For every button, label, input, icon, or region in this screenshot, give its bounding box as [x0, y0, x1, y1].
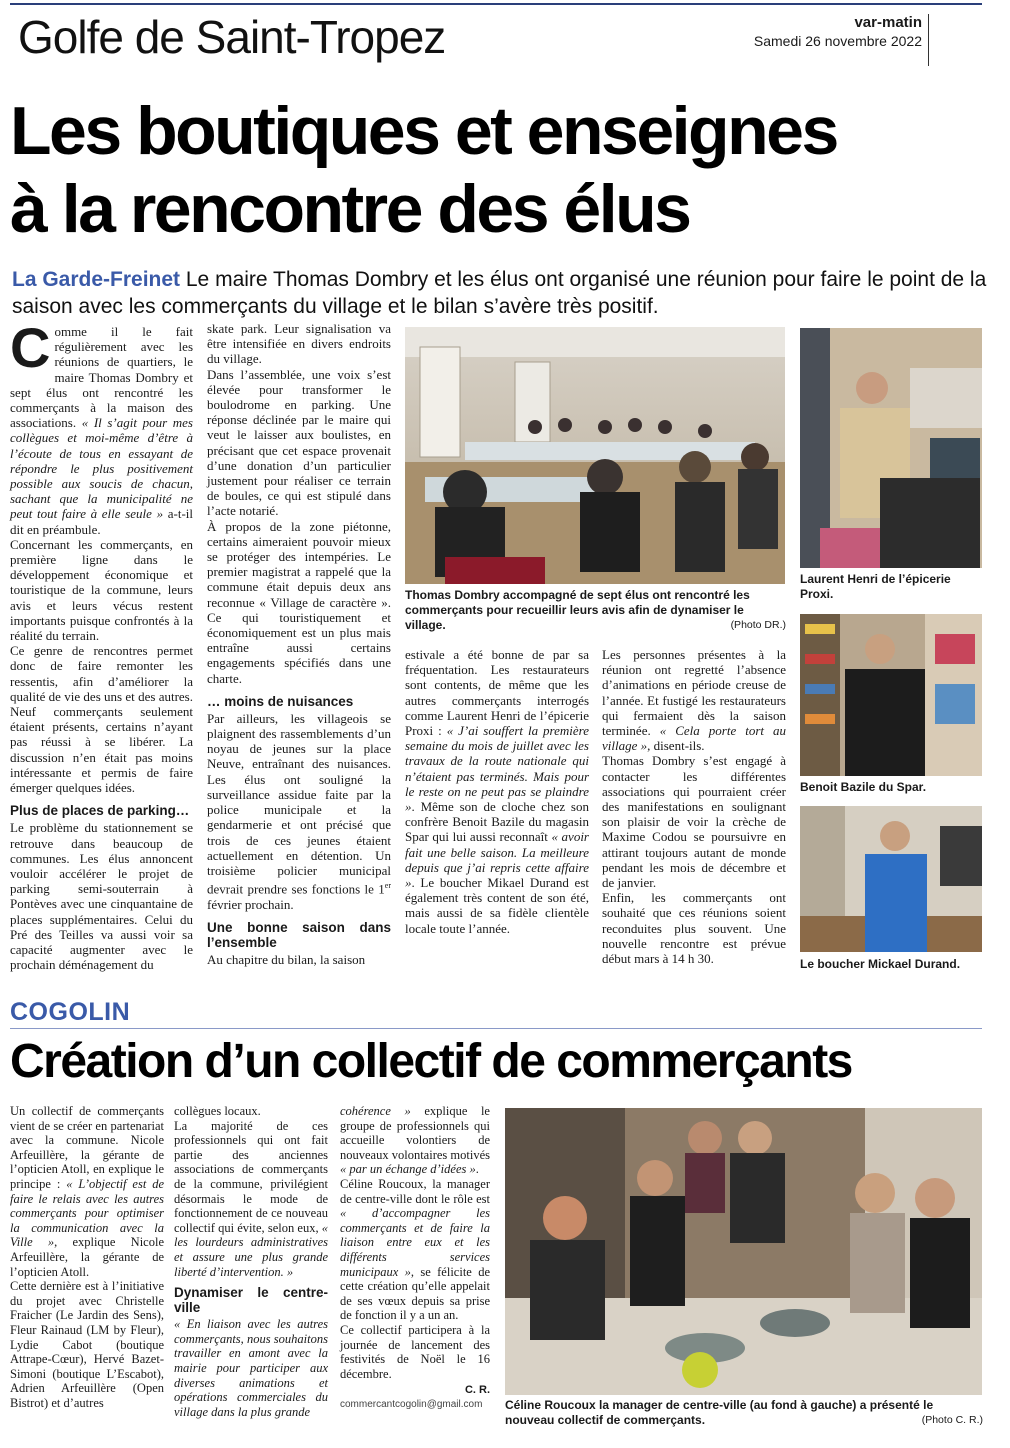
paragraph: Concernant les commerçants, en première ligne dans le développement économique et touristique de la commune, leurs avis et leurs vécus restent importants puisque confrontés à la réalité du terrain.: [10, 536, 193, 644]
lede-text: Le maire Thomas Dombry et les élus ont organisé une réunion pour faire le point de la saison avec les commerçants du village et le bilan s’avère très positif.: [12, 268, 987, 318]
paragraph: . Même son de cloche chez son confrère Benoit Bazile du magasin Spar qui lui aussi reconnaît: [405, 799, 589, 845]
quote: « par un échange d’idées »: [340, 1162, 476, 1177]
headline: [10, 92, 1000, 248]
quote: « En liaison avec les autres commerçants, nous souhaitons travailler en amont avec la mairie pour participer aux diverses animations et opérations commerciales du village dans la plus grande: [174, 1317, 328, 1419]
contact-email: commercantcogolin@gmail.com: [340, 1398, 483, 1410]
paragraph: a-t-il dit en préambule.: [10, 506, 193, 537]
laurent-henri-photo: [800, 328, 982, 568]
section-rule: [10, 1028, 982, 1029]
quote: « J’ai souffert la première semaine du mois de juillet avec les travaux de la route nationale qui n’étaient pas terminés. Mais pour le reste on ne peut pas se plaindre »: [405, 723, 589, 815]
quote: cohérence »: [340, 1104, 411, 1118]
photo-credit: (Photo DR.): [730, 619, 786, 631]
paragraph: , explique Nicole Arfeuillère, la gérante de l’opticien Atoll.: [10, 1235, 164, 1279]
meeting-photo: [405, 327, 785, 584]
drop-cap: C: [10, 316, 51, 379]
paragraph: , se félicite de cette création qu’elle appelait de ses vœux depuis sa prise de fonction il y a un an.: [340, 1264, 490, 1323]
benoit-bazile-caption: Benoit Bazile du Spar.: [800, 780, 927, 794]
paragraph: omme il le fait régulièrement avec les réunions de quartiers, le maire Thomas Dombry et sept élus ont rencontré les commerçants à la maison des associations.: [10, 324, 193, 431]
section-title: Golfe de Saint-Tropez: [18, 11, 446, 63]
paragraph: La majorité de ces professionnels qui ont fait partie des anciennes associations de commerçants de la commune, privilégient désormais le mode de fonctionnement de ce nouveau collectif qui évite, selon eux,: [174, 1118, 328, 1235]
quote: « Il s’agit pour mes collègues et moi-même d’être à l’écoute de tous en essayant de répondre le plus positivement possible aux soucis de chacun, sachant que la municipalité ne peut tout faire à elle seule »: [10, 415, 193, 522]
superscript: er: [384, 881, 391, 891]
article2-column-1: [10, 1104, 164, 1410]
paragraph: Cette dernière est à l’initiative du projet avec Christelle Fraicher (Le Jardin des Sens), Fleur Rainaud (LM by Fleur), Lydie Cabot (boutique Attrape-Cœur), Hervé Bazet-Simoni (boutique L’Escabot), Adrien Arfeuillère (Open Bistrot) et d’autres: [10, 1279, 164, 1410]
subheading-parking: Plus de places de parking…: [10, 803, 190, 819]
publication-date: Samedi 26 novembre 2022: [753, 33, 922, 49]
paragraph: Le problème du stationnement se retrouve dans beaucoup de communes. Les élus annoncent vouloir accélérer le projet de parking semi-souterrain à Pontèves avec une cinquantaine de places supplémentaires. Celui du Pré des Teilles va aussi voir sa capacité augmenter avec le prochain déménagement du: [10, 820, 193, 973]
quote: « L’objectif est de faire le relais avec les autres commerçants pour optimiser la communication avec la Ville »: [10, 1176, 164, 1250]
paragraph: .: [475, 1162, 479, 1177]
paragraph: skate park. Leur signalisation va être intensifiée en divers endroits du village.: [207, 321, 391, 367]
paragraph: estivale a été bonne de par sa fréquentation. Les restaurateurs sont contents, de même que les autres commerçants interrogés comme Laurent Henri de l’épicerie Proxi :: [405, 647, 589, 739]
caption-text: Céline Roucoux la manager de centre-ville (au fond à gauche) a présenté le nouveau collectif de commerçants.: [505, 1398, 934, 1427]
article1-column-3: [405, 647, 589, 936]
paragraph: Les personnes présentes à la réunion ont regretté l’absence d’animations en période creuse de l’année. Et fustigé les restaurateurs qui fermaient dès la saison terminée.: [602, 647, 786, 739]
paragraph: explique le groupe de professionnels qui accueille volontiers de nouveaux volontaires motivés: [340, 1104, 490, 1162]
article2-column-3: [340, 1104, 490, 1412]
author-signature: C. R.: [464, 1384, 490, 1397]
collective-photo-caption: [505, 1398, 983, 1428]
header-divider: [928, 14, 929, 66]
paragraph: Un collectif de commerçants vient de se créer en partenariat avec la commune. Nicole Arfeuillère, la gérante de l’opticien Atoll, en explique le principe :: [10, 1104, 164, 1191]
lede: [12, 266, 992, 320]
paragraph: Dans l’assemblée, une voix s’est élevée pour transformer le boulodrome en parking. Une réponse déclinée par le maire qui veut le laisser aux boulistes, en précisant que cet espace provenait d’une donation d’un particulier justement pour réaliser ce terrain de boules, ce qui est stipulé dans l’acte notarié.: [207, 366, 391, 519]
paragraph: , disent-ils.: [647, 738, 705, 754]
article2-column-2: [174, 1104, 328, 1419]
paragraph: Céline Roucoux, la manager de centre-ville dont le rôle est: [340, 1176, 490, 1206]
quote: « Cela porte tort au village »: [602, 723, 786, 754]
masthead: [754, 14, 922, 49]
mickael-durand-photo: [800, 806, 982, 952]
article1-column-4: [602, 647, 786, 966]
paragraph: collègues locaux.: [174, 1104, 261, 1118]
paragraph: Par ailleurs, les villageois se plaignent des rassemblements d’un noyau de jeunes sur la place Neuve, entraînant des nuisances. Les élus ont souligné la surveillance assidue faite par la police municipale et la gendarmerie et ont précisé que trois de ces jeunes étaient actuellement en détention. Un troisième policier municipal devrait prendre ses fonctions le 1: [207, 710, 391, 897]
newspaper-name: var-matin: [854, 14, 922, 31]
top-rule: [10, 3, 982, 5]
headline-line-2: à la rencontre des élus: [10, 171, 690, 247]
subheading-season: Une bonne saison dans l’ensemble: [207, 919, 391, 950]
paragraph: Au chapitre du bilan, la saison: [207, 951, 366, 967]
mickael-durand-caption: Le boucher Mickael Durand.: [800, 957, 961, 971]
article1-column-1: [10, 316, 193, 973]
photo-credit: (Photo C. R.): [921, 1414, 983, 1426]
quote: « d’accompagner les commerçants et de faire la liaison entre eux et les différents services municipaux »: [340, 1206, 490, 1279]
location-tag: La Garde-Freinet: [12, 268, 181, 291]
quote: « les lourdeurs administratives et assure une plus grande liberté d’intervention. »: [174, 1220, 328, 1279]
laurent-henri-caption: Laurent Henri de l’épicerie Proxi.: [800, 572, 951, 601]
subheading-centre-ville: Dynamiser le centre-ville: [174, 1285, 328, 1316]
headline-line-1: Les boutiques et enseignes: [10, 93, 837, 169]
paragraph: février prochain.: [207, 896, 294, 912]
paragraph: Ce genre de rencontres permet donc de faire remonter les ressentis, afin d’améliorer la qualité de vie des uns et des autres. Neuf commerçants seulement étaient présents, certains n’ayant pas réussi à se libérer. La discussion n’en était pas moins intéressante et permis de faire émerger quelques idées.: [10, 643, 193, 796]
subheading-nuisances: … moins de nuisances: [207, 693, 354, 709]
benoit-bazile-photo: [800, 614, 982, 776]
paragraph: Ce collectif participera à la journée de lancement des festivités de Noël le 16 décembre.: [340, 1322, 490, 1381]
paragraph: . Le boucher Mikael Durand est également très content de son été, mais aussi de sa fidèle clientèle locale toute l’année.: [405, 875, 589, 936]
article1-column-2: [207, 321, 391, 967]
caption-text: Thomas Dombry accompagné de sept élus ont rencontré les commerçants pour recueillir leurs avis afin de dynamiser le village.: [405, 588, 750, 632]
cogolin-section-label: COGOLIN: [10, 998, 131, 1026]
paragraph: Thomas Dombry s’est engagé à contacter les différentes associations qui pourraient créer des manifestations en soulignant son plaisir de voir la crèche de Maxime Codou se poursuivre en attirant toujours autant de monde pendant les mois de décembre et de janvier.: [602, 753, 786, 891]
collective-photo: [505, 1108, 982, 1395]
cogolin-headline: Création d’un collectif de commerçants: [10, 1035, 852, 1088]
quote: « avoir fait une belle saison. La meilleure depuis que j’ai repris cette affaire »: [405, 829, 589, 891]
paragraph: Enfin, les commerçants ont souhaité que ces réunions soient reconduites plus souvent. Une nouvelle rencontre est prévue début mars à 14 h 30.: [602, 890, 786, 967]
main-photo-caption: [405, 588, 786, 633]
paragraph: À propos de la zone piétonne, certains aimeraient pouvoir mieux se protéger des intempéries. Le premier magistrat a rappelé que la commune était depuis deux ans reconnue « Village de caractère ». Ce qui touristiquement et économiquement est un plus mais entraîne aussi certains engagements spécifiés dans une charte.: [207, 518, 391, 686]
